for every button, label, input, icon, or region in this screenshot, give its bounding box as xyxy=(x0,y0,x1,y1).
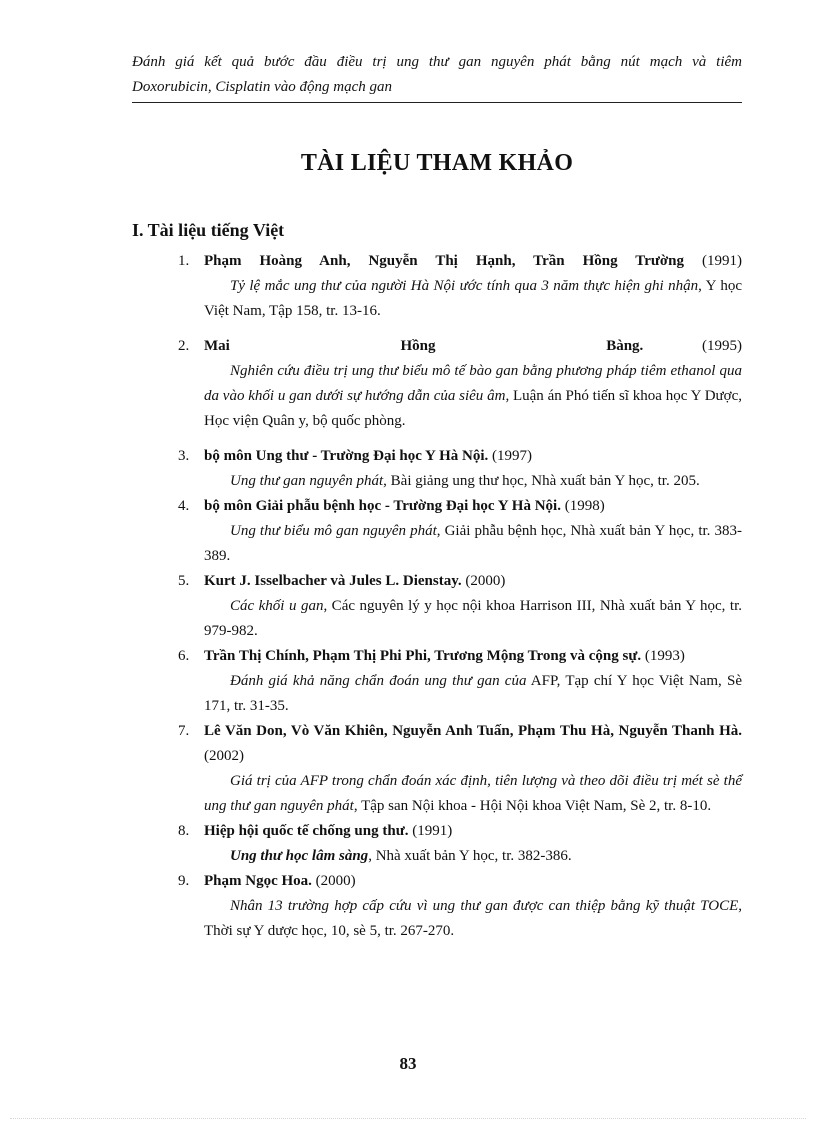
reference-authors: Phạm Ngọc Hoa. xyxy=(204,873,312,889)
reference-title: Nghiên cứu điều trị ung thư biểu mô tế bào gan bằng phương pháp tiêm ethanol qua da vào khối u gan dưới sự hướng dẫn của siêu âm xyxy=(204,363,742,404)
reference-description xyxy=(204,594,742,644)
reference-number: 2. xyxy=(178,338,190,354)
reference-title: Ung thư gan nguyên phát xyxy=(230,473,384,489)
reference-number: 7. xyxy=(178,723,190,739)
reference-description xyxy=(204,769,742,819)
reference-item xyxy=(178,719,742,819)
reference-title: Đánh giá khả năng chẩn đoán ung thư gan của xyxy=(230,673,527,689)
reference-source: , Thời sự Y dược học, 10, sè 5, tr. 267-270. xyxy=(204,898,742,939)
reference-list xyxy=(178,249,742,944)
reference-number: 9. xyxy=(178,873,190,889)
reference-description xyxy=(204,669,742,719)
page-bottom-border xyxy=(10,1118,806,1119)
reference-head xyxy=(204,869,742,894)
reference-number: 5. xyxy=(178,573,190,589)
reference-year: (1995) xyxy=(702,338,742,354)
section-heading: I. Tài liệu tiếng Việt xyxy=(132,220,285,240)
reference-title: Giá trị của AFP trong chẩn đoán xác định, tiên lượng và theo dõi điều trị mét sè thể ung thư gan nguyên phát xyxy=(204,773,742,814)
reference-head xyxy=(204,719,742,769)
reference-item xyxy=(178,494,742,569)
reference-head xyxy=(204,819,742,844)
reference-authors: Mai Hồng Bàng. xyxy=(204,338,644,354)
reference-year: (1998) xyxy=(564,498,605,514)
reference-authors: Phạm Hoàng Anh, Nguyễn Thị Hạnh, Trần Hồng Trường xyxy=(204,253,684,269)
reference-authors: Trần Thị Chính, Phạm Thị Phi Phi, Trương Mộng Trong và cộng sự. xyxy=(204,648,642,664)
reference-item xyxy=(178,334,742,434)
reference-number: 3. xyxy=(178,448,190,464)
reference-number: 8. xyxy=(178,823,190,839)
reference-source: , Nhà xuất bản Y học, tr. 382-386. xyxy=(368,848,572,864)
reference-number: 4. xyxy=(178,498,190,514)
reference-head xyxy=(204,334,742,359)
reference-number: 6. xyxy=(178,648,190,664)
reference-source: , Bài giảng ung thư học, Nhà xuất bản Y học, tr. 205. xyxy=(383,473,700,489)
reference-item xyxy=(178,819,742,869)
reference-title: Tỷ lệ mắc ung thư của người Hà Nội ước tính qua 3 năm thực hiện ghi nhận xyxy=(230,278,699,294)
reference-source: , Giải phẫu bệnh học, Nhà xuất bản Y học, tr. 383-389. xyxy=(204,523,742,564)
reference-source: , Y học Việt Nam, Tập 158, tr. 13-16. xyxy=(204,278,742,319)
reference-item xyxy=(178,869,742,944)
reference-source: , Tập san Nội khoa - Hội Nội khoa Việt Nam, Sè 2, tr. 8-10. xyxy=(353,798,712,814)
reference-item xyxy=(178,569,742,644)
reference-head xyxy=(204,644,742,669)
page-number: 83 xyxy=(399,1054,417,1073)
reference-item xyxy=(178,249,742,324)
reference-authors: Lê Văn Don, Vò Văn Khiên, Nguyễn Anh Tuấn, Phạm Thu Hà, Nguyễn Thanh Hà. xyxy=(204,723,742,739)
reference-year: (2002) xyxy=(204,748,244,764)
reference-source: , Luận án Phó tiến sĩ khoa học Y Dược, Học viện Quân y, bộ quốc phòng. xyxy=(204,388,742,429)
reference-head xyxy=(204,249,742,274)
running-header-line-2: Doxorubicin, Cisplatin vào động mạch gan xyxy=(132,79,392,95)
page-title: TÀI LIỆU THAM KHẢO xyxy=(300,150,574,176)
reference-item xyxy=(178,444,742,494)
reference-title: Ung thư biểu mô gan nguyên phát xyxy=(230,523,437,539)
reference-title: Các khối u gan xyxy=(230,598,324,614)
reference-authors: Hiệp hội quốc tế chống ung thư. xyxy=(204,823,409,839)
reference-description xyxy=(204,469,742,494)
reference-year: (2000) xyxy=(465,573,506,589)
reference-title: Ung thư học lâm sàng xyxy=(230,848,369,864)
reference-year: (1991) xyxy=(702,253,742,269)
reference-title: Nhân 13 trường hợp cấp cứu vì ung thư gan được can thiệp bằng kỹ thuật TOCE xyxy=(230,898,739,914)
reference-number: 1. xyxy=(178,253,190,269)
reference-authors: Kurt J. Isselbacher và Jules L. Dienstay. xyxy=(204,573,462,589)
reference-year: (1997) xyxy=(492,448,533,464)
reference-description xyxy=(204,519,742,569)
reference-year: (1993) xyxy=(644,648,685,664)
reference-head xyxy=(204,494,742,519)
reference-head xyxy=(204,444,742,469)
reference-authors: bộ môn Ung thư - Trường Đại học Y Hà Nội. xyxy=(204,448,489,464)
header-rule xyxy=(132,102,742,103)
reference-source: , Các nguyên lý y học nội khoa Harrison III, Nhà xuất bản Y học, tr. 979-982. xyxy=(204,598,742,639)
reference-description xyxy=(204,894,742,944)
reference-item xyxy=(178,644,742,719)
reference-year: (2000) xyxy=(315,873,356,889)
reference-head xyxy=(204,569,742,594)
reference-description xyxy=(204,359,742,434)
reference-year: (1991) xyxy=(412,823,453,839)
reference-source: AFP, Tạp chí Y học Việt Nam, Sè 171, tr. 31-35. xyxy=(204,673,742,714)
running-header xyxy=(132,50,742,100)
reference-authors: bộ môn Giải phẫu bệnh học - Trường Đại học Y Hà Nội. xyxy=(204,498,561,514)
reference-description xyxy=(204,844,742,869)
running-header-line-1: Đánh giá kết quả bước đầu điều trị ung thư gan nguyên phát bằng nút mạch và tiêm xyxy=(132,54,742,70)
reference-description xyxy=(204,274,742,324)
